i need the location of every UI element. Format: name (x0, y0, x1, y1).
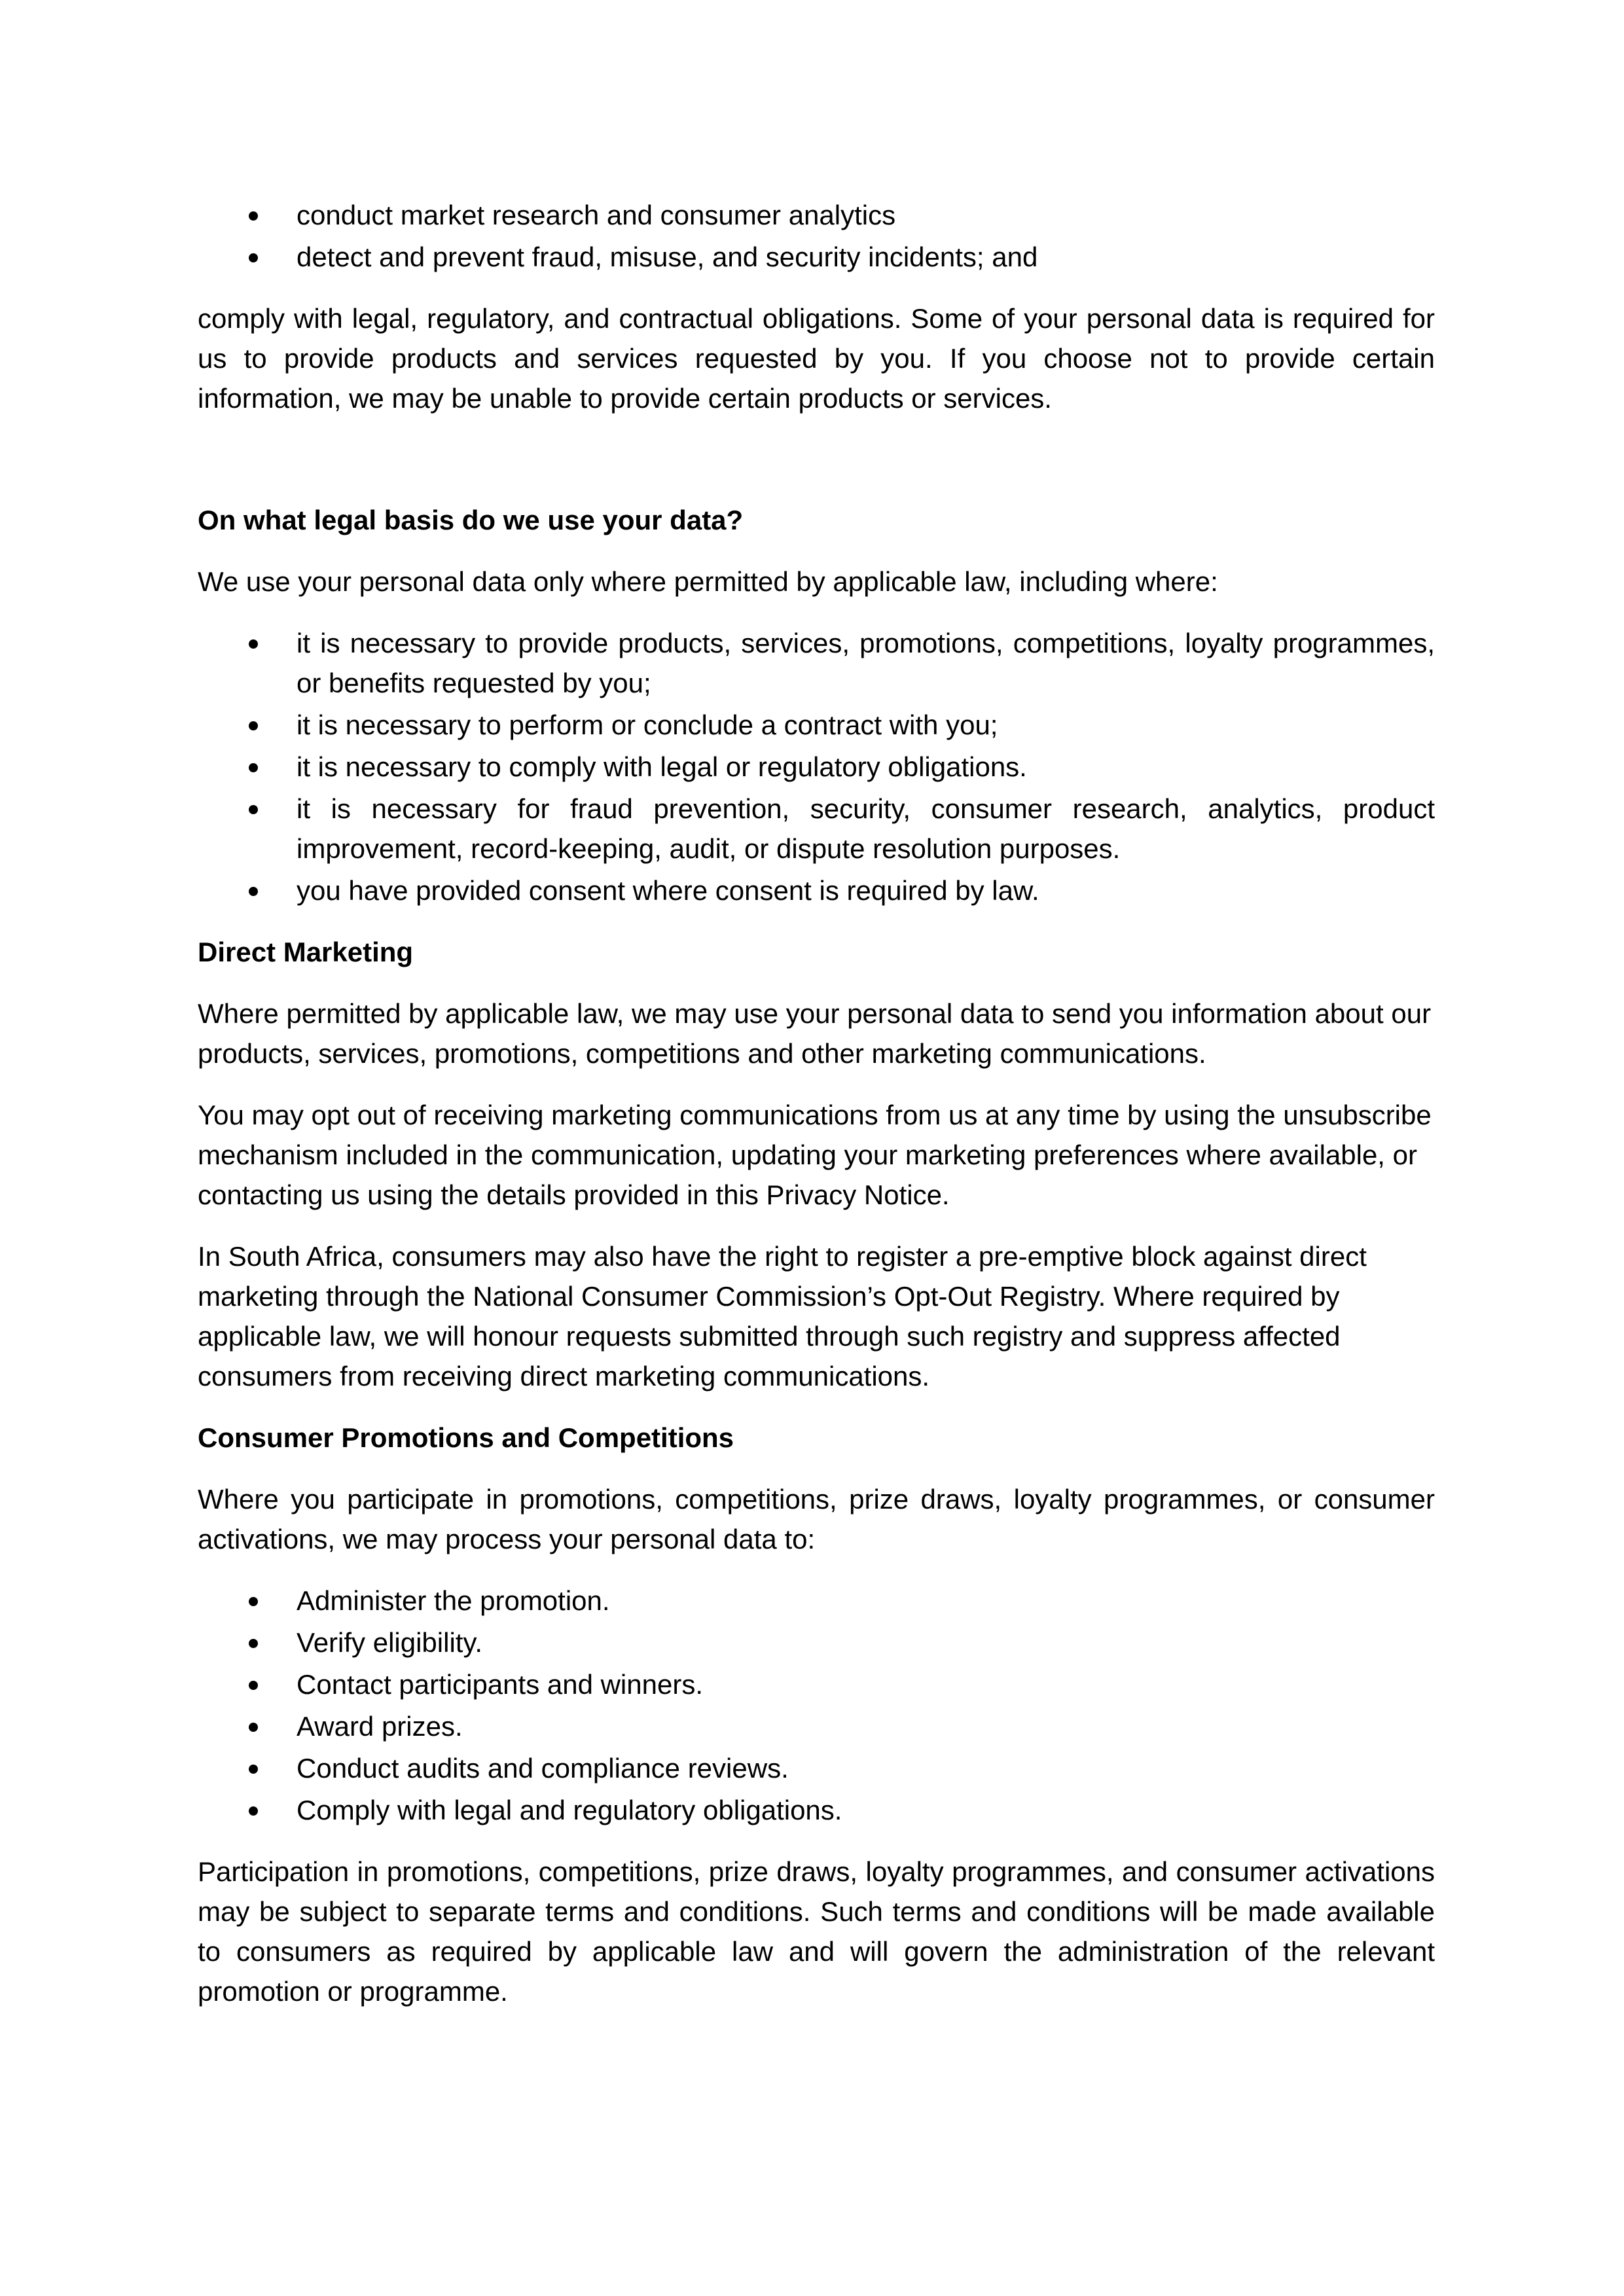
legal-basis-intro: We use your personal data only where permitted by applicable law, including where: (198, 566, 1218, 597)
legal-basis-heading: On what legal basis do we use your data? (198, 505, 744, 535)
list-item (198, 870, 1435, 910)
bullet-icon (249, 211, 258, 221)
bullet-icon (249, 1639, 258, 1648)
direct-marketing-paragraph: You may opt out of receiving marketing communications from us at any time by using the unsubscribe mechanism included in the communication, updating your marketing preferences where available, or contacting us using the details provided in this Privacy Notice. (198, 1100, 1432, 1210)
list-item (198, 1581, 1435, 1621)
bullet-icon (249, 721, 258, 730)
promotions-heading: Consumer Promotions and Competitions (198, 1422, 734, 1453)
list-item-text: Comply with legal and regulatory obligations. (297, 1795, 842, 1825)
bullet-icon (249, 805, 258, 814)
list-item-text: Administer the promotion. (297, 1585, 610, 1616)
bullet-icon (249, 1765, 258, 1774)
list-item (198, 237, 1435, 277)
promotions-intro: Where you participate in promotions, competitions, prize draws, loyalty programmes, or consumer activations, we may process your personal data to: (198, 1484, 1435, 1554)
list-item-text: Conduct audits and compliance reviews. (297, 1753, 789, 1784)
bullet-icon (249, 763, 258, 772)
intro-bullet-list (198, 195, 1435, 277)
list-item-text: Contact participants and winners. (297, 1669, 703, 1700)
direct-marketing-heading: Direct Marketing (198, 937, 414, 967)
legal-basis-bullet-list (198, 623, 1435, 910)
list-item (198, 789, 1435, 869)
section-spacer (198, 440, 1435, 500)
list-item (198, 705, 1435, 745)
bullet-icon (249, 253, 258, 262)
list-item (198, 623, 1435, 703)
list-item-text: it is necessary to comply with legal or regulatory obligations. (297, 751, 1027, 782)
list-item-text: detect and prevent fraud, misuse, and security incidents; and (297, 242, 1038, 272)
list-item (198, 1706, 1435, 1746)
direct-marketing-paragraph: In South Africa, consumers may also have the right to register a pre-emptive block against direct marketing through the National Consumer Commission’s Opt-Out Registry. Where required by applicable law, we will honour requests submitted through such registry and suppress affected consumers from receiving direct marketing communications. (198, 1241, 1367, 1391)
promotions-bullet-list (198, 1581, 1435, 1830)
intro-paragraph: comply with legal, regulatory, and contractual obligations. Some of your personal data is required for us to provide products and services requested by you. If you choose not to provide certain information, we may be unable to provide certain products or services. (198, 303, 1435, 414)
list-item-text: Award prizes. (297, 1711, 463, 1742)
direct-marketing-paragraph: Where permitted by applicable law, we may use your personal data to send you information about our products, services, promotions, competitions and other marketing communications. (198, 998, 1432, 1069)
bullet-icon (249, 1723, 258, 1732)
list-item-text: it is necessary to perform or conclude a contract with you; (297, 709, 998, 740)
list-item-text: it is necessary to provide products, services, promotions, competitions, loyalty programmes, or benefits requested by you; (297, 628, 1435, 698)
list-item (198, 1664, 1435, 1704)
list-item (198, 1790, 1435, 1830)
promotions-closing: Participation in promotions, competitions, prize draws, loyalty programmes, and consumer activations may be subject to separate terms and conditions. Such terms and conditions will be made available to consumers as required by applicable law and will govern the administration of the relevant promotion or programme. (198, 1856, 1435, 2007)
bullet-icon (249, 1681, 258, 1690)
list-item (198, 747, 1435, 787)
list-item-text: it is necessary for fraud prevention, security, consumer research, analytics, product improvement, record-keeping, audit, or dispute resolution purposes. (297, 793, 1435, 864)
list-item-text: Verify eligibility. (297, 1627, 482, 1658)
list-item (198, 1623, 1435, 1662)
bullet-icon (249, 887, 258, 896)
bullet-icon (249, 1597, 258, 1606)
bullet-icon (249, 639, 258, 649)
list-item (198, 195, 1435, 235)
list-item (198, 1748, 1435, 1788)
bullet-icon (249, 1806, 258, 1816)
list-item-text: you have provided consent where consent is required by law. (297, 875, 1039, 906)
list-item-text: conduct market research and consumer analytics (297, 200, 896, 230)
document-page (198, 195, 1435, 2033)
